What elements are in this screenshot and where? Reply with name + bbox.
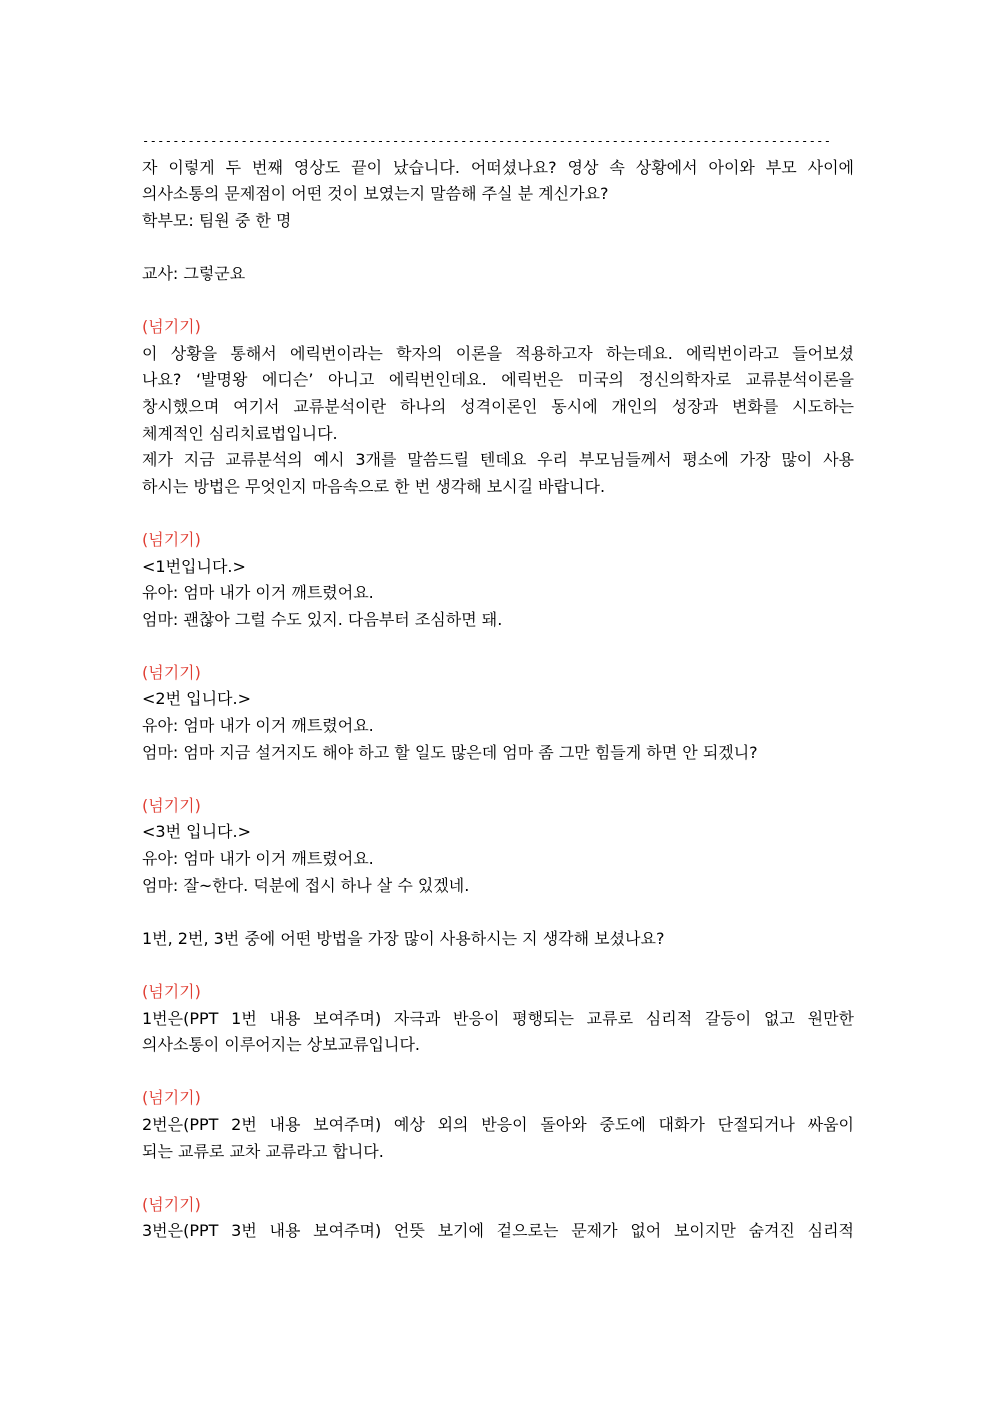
slide-cue: (넘기기) [142,529,201,549]
example-1-child: 유아: 엄마 내가 이거 깨트렸어요. [142,583,374,603]
eric-para-line-4: 체계적인 심리치료법입니다. [142,423,338,443]
eric-para-line-3: 창시했으며 여기서 교류분석이란 하나의 성격이론인 동시에 개인의 성장과 변화를 시도하는 [142,396,854,416]
spacer [142,288,854,315]
example-1-title: <1번입니다.> [142,556,246,576]
eric-para-line-5: 제가 지금 교류분석의 예시 3개를 말씀드릴 텐데요 우리 부모님들께서 평소에 가장 많이 사용 [142,450,854,470]
spacer [142,899,854,926]
separator-line: ------------------------------------------------------------------------------------------- [142,134,832,148]
answer-1-line-2: 의사소통이 이루어지는 상보교류입니다. [142,1035,421,1055]
question-line: 1번, 2번, 3번 중에 어떤 방법을 가장 많이 사용하시는 지 생각해 보셨나요? [142,928,665,948]
example-1-mom: 엄마: 괜찮아 그럴 수도 있지. 다음부터 조심하면 돼. [142,609,503,629]
example-2-mom: 엄마: 엄마 지금 설거지도 해야 하고 할 일도 많은데 엄마 좀 그만 힘들게 하면 안 되겠니? [142,742,758,762]
spacer [142,766,854,793]
slide-cue: (넘기기) [142,795,201,815]
spacer [142,633,854,660]
eric-para-line-2: 나요? ‘발명왕 에디슨’ 아니고 에릭번인데요. 에릭번은 미국의 정신의학자로 교류분석이론을 [142,370,854,390]
example-3-mom: 엄마: 잘~한다. 덕분에 접시 하나 살 수 있겠네. [142,875,470,895]
eric-para-line-1: 이 상황을 통해서 에릭번이라는 학자의 이론을 적용하고자 하는데요. 에릭번이라고 들어보셨 [142,343,854,363]
answer-2-line-2: 되는 교류로 교차 교류라고 합니다. [142,1141,384,1161]
spacer [142,952,854,979]
answer-2-line-1: 2번은(PPT 2번 내용 보여주며) 예상 외의 반응이 돌아와 중도에 대화가 단절되거나 싸움이 [142,1114,854,1134]
spacer [142,1059,854,1086]
example-3-child: 유아: 엄마 내가 이거 깨트렸어요. [142,849,374,869]
slide-cue: (넘기기) [142,1194,201,1214]
slide-cue: (넘기기) [142,662,201,682]
spacer [142,1165,854,1192]
example-2-title: <2번 입니다.> [142,689,251,709]
answer-1-line-1: 1번은(PPT 1번 내용 보여주며) 자극과 반응이 평행되는 교류로 심리적 갈등이 없고 원만한 [142,1008,854,1028]
answer-3-line-1: 3번은(PPT 3번 내용 보여주며) 언뜻 보기에 겉으로는 문제가 없어 보이지만 숨겨진 심리적 [142,1221,854,1241]
example-2-child: 유아: 엄마 내가 이거 깨트렸어요. [142,716,374,736]
slide-cue: (넘기기) [142,317,201,337]
spacer [142,500,854,527]
parent-response: 학부모: 팀원 중 한 명 [142,210,292,230]
spacer [142,234,854,261]
example-3-title: <3번 입니다.> [142,822,251,842]
slide-cue: (넘기기) [142,1088,201,1108]
eric-para-line-6: 하시는 방법은 무엇인지 마음속으로 한 번 생각해 보시길 바랍니다. [142,476,606,496]
document-page [142,128,854,1245]
intro-line-2: 의사소통의 문제점이 어떤 것이 보였는지 말씀해 주실 분 계신가요? [142,184,609,204]
teacher-response: 교사: 그렇군요 [142,263,246,283]
slide-cue: (넘기기) [142,982,201,1001]
intro-line-1: 자 이렇게 두 번째 영상도 끝이 났습니다. 어떠셨나요? 영상 속 상황에서 아이와 부모 사이에 [142,157,854,177]
